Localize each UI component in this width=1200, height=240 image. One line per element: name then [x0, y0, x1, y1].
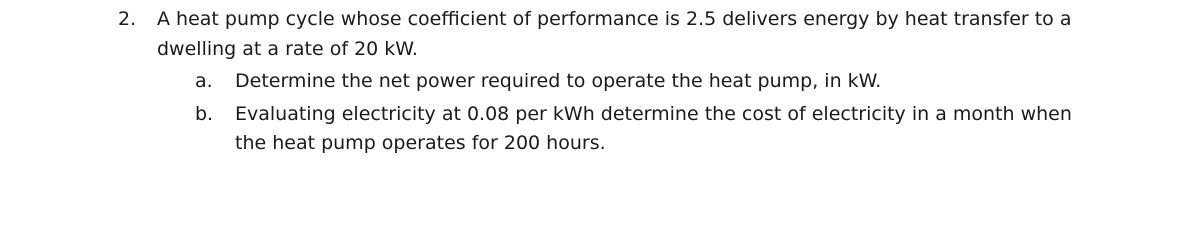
sub-question-text-line-2: the heat pump operates for 200 hours. [235, 132, 606, 154]
question-number: 2. [118, 8, 137, 30]
question-text-line-1: A heat pump cycle whose coefficient of performance is 2.5 delivers energy by heat transfer to a [157, 8, 1072, 30]
sub-question-label: b. [195, 103, 214, 125]
sub-question-text-line-1: Evaluating electricity at 0.08 per kWh determine the cost of electricity in a month when [235, 103, 1072, 125]
question-text-line-2: dwelling at a rate of 20 kW. [157, 38, 418, 60]
sub-question-text: Determine the net power required to operate the heat pump, in kW. [235, 70, 882, 92]
sub-question-label: a. [195, 70, 213, 92]
